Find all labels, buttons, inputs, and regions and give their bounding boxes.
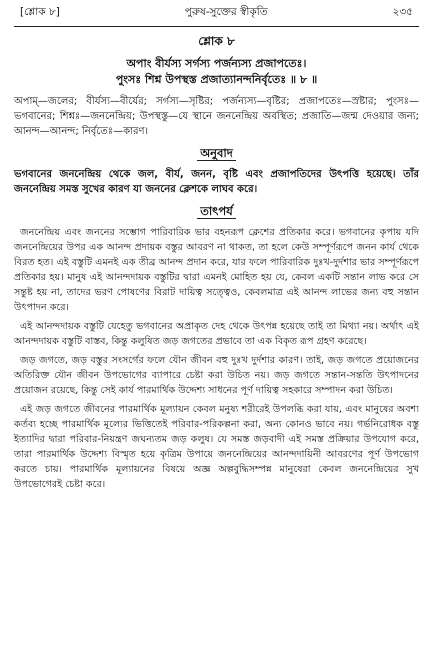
purport-paragraph: এই জড় জগতে জীবনের পারমার্থিক মূল্যায়ন কেবল মনুষ্য শরীরেই উপলব্ধি করা যায়, এবং মানুষের অবশ্য কর্তব্য হচ্ছে পারমার্থিক মূল্যের ভিত্তিতেই পরিবার-পরিকল্পনা করা, অন্য কোনও ভাবে নয়। গর্ভনিরোধক বস্তু ইত্যাদির দ্বারা পরিবার-নিয়ন্ত্রণ জঘন্যতম জড় কলুষ। যে সমস্ত জড়বাদী এই সমস্ত প্রক্রিয়ার উপযোগ করে, তারা পারমার্থিক উদ্দেশ্য বিস্মৃত হয়ে কৃত্রিম উপায়ে জননেন্দ্রিয়ের আনন্দদায়িনী আবরণের পূর্ণ উপভোগ করতে চায়। পারমার্থিক মূল্যায়নের বিষয়ে অজ্ঞ অল্পবুদ্ধিসম্পন্ন মানুষেরা কেবল জননেন্দ্রিয়ের সুখ উপভোগেরই চেষ্টা করে।: [14, 404, 419, 490]
purport-body: [14, 225, 419, 492]
header-rule: [14, 26, 419, 27]
word-meanings: অপাম্—জলের; বীর্যস্য—বীর্যের; সর্গস্য—সৃষ্টির; পর্জন্যস্য—বৃষ্টির; প্রজাপতেঃ—স্রষ্টার; পুংসঃ—ভগবানের; শিশ্নঃ—জননেন্দ্রিয়; উপস্থস্তু—যে স্থানে জননেন্দ্রিয় অবস্থিত; প্রজাতি—জন্ম দেওয়ার জন্য; আনন্দ—আনন্দ; নির্বৃতেঃ—কারণ।: [14, 96, 419, 137]
verse-line-1: অপাং বীর্যস্য সর্গস্য পর্জন্যস্য প্রজাপতেঃ।: [126, 57, 307, 70]
translation-text: ভগবানের জননেন্দ্রিয় থেকে জল, বীর্য, জনন, বৃষ্টি এবং প্রজাপতিদের উৎপত্তি হয়েছে। তাঁর জননেন্দ্রিয় সমস্ত সুখের কারণ যা জননের ক্লেশকে লাঘব করে।: [14, 169, 419, 195]
page-header: [14, 5, 419, 22]
verse-heading: শ্লোক ৮: [198, 34, 235, 48]
translation-heading: [14, 145, 419, 164]
verse-line-2: পুংসঃ শিশ্ন উপস্থস্ত প্রজাত্যানন্দনির্বৃতেঃ ॥ ৮ ॥: [115, 73, 318, 86]
translation-heading-text: অনুবাদ: [197, 146, 236, 161]
verse-number-running-head: [শ্লোক ৮]: [20, 6, 60, 18]
purport-paragraph: এই আনন্দদায়ক বস্তুটি যেহেতু ভগবানের অপ্রাকৃত দেহ থেকে উৎপন্ন হয়েছে তাই তা মিথ্যা নয়। অর্থাৎ এই আনন্দদায়ক বস্তুটি বাস্তব, কিন্তু কলুষিত জড় জগতের প্রভাবে তা এক বিকৃত রূপ গ্রহণ করেছে।: [14, 321, 419, 347]
chapter-running-title: পুরুষ-সুক্তের স্বীকৃতি: [184, 6, 268, 18]
purport-heading-text: তাৎপর্য: [197, 204, 236, 219]
purport-heading: [14, 203, 419, 222]
page-number: ২৩৫: [392, 6, 413, 18]
purport-paragraph: জড় জগতে, জড় বস্তুর সংসর্গের ফলে যৌন জীবন বহু দুঃখ দুর্দশার কারণ। তাই, জড় জগতে প্রয়োজনের অতিরিক্ত যৌন জীবন উপভোগের ব্যাপারে চেষ্টা করা উচিত নয়। জড় জগতে সন্তান-সন্ততি উৎপাদনের প্রয়োজন রয়েছে, কিন্তু সেই কার্য পারমার্থিক উদ্দেশ্য সাধনের পূর্ণ দায়িত্ব সহকারে সম্পাদন করা উচিত।: [14, 355, 419, 396]
purport-paragraph: জননেন্দ্রিয় এবং জননের সম্ভোগ পারিবারিক ভার বহনরূপ ক্লেশের প্রতিকার করে। ভগবানের কৃপায় যদি জননেন্দ্রিয়ের উপর এক আনন্দ প্রদায়ক বস্তুর আবরণ না থাকত, তা হলে কেউ সম্পূর্ণরূপে জনন কার্য থেকে বিরত হত। এই বস্তুটি এমনই এক তীব্র আনন্দ প্রদান করে, যার ফলে পারিবারিক দুঃখ-দুর্দশার ভার সম্পূর্ণরূপে প্রতিকার হয়। মানুষ এই আনন্দদায়ক বস্তুটির দ্বারা এমনই মোহিত হয় যে, কেবল একটি সন্তান লাভ করে সে সন্তুষ্ট হয় না, তাদের ভরণ পোষণের বিরাট দায়িত্ব সত্ত্বেও, কেবলমাত্র এই আনন্দ লাভের জন্য বহু সন্তান উৎপাদন করে।: [14, 227, 419, 313]
